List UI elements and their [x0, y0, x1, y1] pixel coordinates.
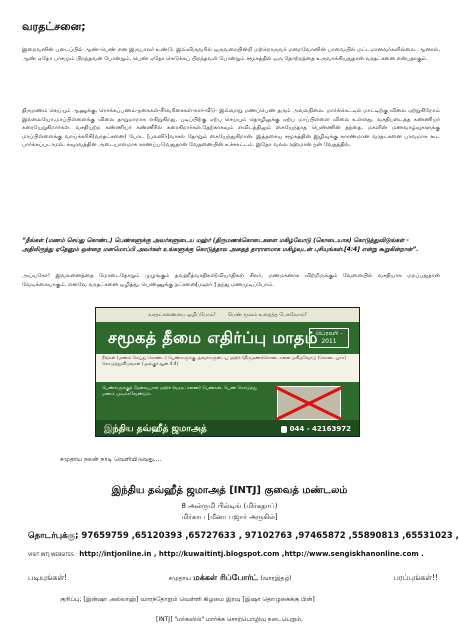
footer-row	[28, 573, 438, 583]
banner-title: சமூகத் தீமை எதிர்ப்பு மாதம்	[108, 328, 318, 347]
paragraph-intro: இறைவனின் படைப்பில் ஆண்-பெண் என இருபாலர் உண்டு. இவ்விருவரில் ஒருவரையின்றி மற்றொருவர் மறைவோனின் பாவையில் மட்டமானவர்களில்லை. ஆனால், ஆண் ஏதோ பாசமும் பிறந்தவன் போன்றும், பெண் ஏதோ கெடுக்கப் பிறந்தவள் போன்றும் சமூகத்தில் ஒரு தோற்றத்தை உருவாக்கியதுதான் வரதட்சனை என்பதாகும்.	[22, 47, 440, 62]
org-address-line1: 8 அல்ருமி பில்டிங் (மிர்கதாப்)	[181, 502, 278, 510]
footer-magazine-name: மக்கள் ரிப்போர்ட்	[193, 573, 259, 582]
banner-phone	[281, 425, 351, 433]
banner-date: பிப்ரவரி - 2011	[309, 328, 349, 348]
footer-magazine-suffix: (வாரஇதழ்)	[260, 575, 292, 582]
phone-icon	[281, 426, 287, 433]
org-title: இந்திய தவ்ஹீத் ஜமாஅத் [INTJ] குவைத் மண்டலம்	[111, 485, 348, 496]
websites-links[interactable]: http://intjonline.in , http://kuwaitintj.blogspot.com ,http://www.sengiskhanonline.com .	[79, 550, 424, 558]
websites-line	[28, 550, 424, 558]
footer-read: படியுங்கள்!	[28, 573, 68, 582]
footer-magazine-prefix: சமுதாய	[168, 575, 191, 582]
websites-label: VISIT INTJ WEBSITES :	[28, 553, 77, 558]
banner-bottom-strip	[96, 420, 359, 437]
page-heading: வரதட்சனை;	[22, 20, 86, 33]
banner-subtext: பெண்களுக்குத் தேவையான மஹ்ர் (வரதட்சணை) பெண்கள், பெண் கொடுத்து மணம் முடிக்கவேண்டும்.	[102, 386, 257, 397]
campaign-banner	[95, 307, 360, 437]
banner-top-left: வரதட்சணையை ஒழிப்போம்!	[148, 312, 216, 318]
note-line2: [INTJ] "மர்கஸில்" மார்க்க சொற்பொழிவு நடைபெறும்,	[156, 616, 303, 623]
banner-top-right: பெண் மூலம் உதைத்த பேசுவோம்!	[227, 312, 307, 318]
banner-org-name: இந்திய தவ்ஹீத் ஜமாஅத்	[104, 423, 207, 434]
crossed-out-image	[277, 386, 341, 420]
note-line1: குறிப்பு; [இன்ஷா அல்லாஹ்] வாரந்தோறும் வெள்ளி கிழமை இரவு [இஷா தொழுகைக்கு பின்]	[60, 596, 315, 603]
banner-top-strip	[96, 308, 359, 322]
banner-verse: நீங்கள் (மணம் செய்து கொண்ட) பெண்களுக்கு அவர்களுடைய மஹ்ர் (திருமணக்கொடைகளை மகிழ்வோடு (கொடையாக) கொடுத்துவிடுங்கள் (அல்குர்ஆன் 4:4)	[96, 354, 359, 382]
footer-magazine	[169, 573, 292, 583]
paragraph-conclusion: அய்யகோ! இவலனைத்தை மோடைதோறும் முழங்கும் தவஹீத்வாதிகள்[வியாதிகள் சிலர், மணமகனாக விற்றிருக்கும் வேளையில் வசதியாக மறப்பதுதான் வேடிக்கையாகும். எனவே வரதட்சனை ஒழித்து, பெண்ணுக்கு நட்சனை[மஹர் ] தந்து மணமுடிப்போம்.	[22, 273, 440, 288]
paragraph-main: திருமணம் செய்யும் ஆணுக்கு, ரொக்கப்பணம்-நகைகள்-சீர்வரிசைகள்-கார்-வீடு- இவ்வாறு மணப்பெண் தரும் அவலநிலை. மார்க்கெட்டில் மாட்டிற்கு விலை ஏற்றுகிறோம் இல்லையோ,மாப்பிள்ளைக்கு விலை தாறுமாறாக எகிறுகிறது. படிப்பிற்கு ஏற்ப செய்யும் தொழிலுக்கு ஏற்ப மாப்பிள்ளை விலை உள்ளது. வசதிபடைத்த கண்ணியர் கரையேறுகிறார்கள். வசதியற்ற கண்ணியர் கண்ணீரில் கரைகிறார்கள்.தேற்காகவும் எவிடத்திலும் கையேந்தாத பெண்ணின் தந்தை, மகளின் மணவாழ்வுகளுக்கு மாப்பிள்ளைக்கு வாய்க்கரிசி(வரதட்சனை) போட [பலனிர்]வாசல் தோறும் கையேந்துகிறான். இத்தகைய சமூகத்தின் இழிவுக்கு காரணமான வரதட்சனை பாவமாக கூட பார்க்கப்படாமல், கவுரவத்தின் அடையாளமாக காணப்படுவதுதான் வேதனையின் உச்சகட்டம். இதோ வல்ல ரஹ்மான் நன் வேதத்தில்,	[22, 108, 440, 148]
issued-by: சமுதாய நலன் நாடி வெளியிடுவது....	[60, 456, 162, 463]
quran-quote: “நீங்கள் (மணம் செய்து கொண்ட) பெண்களுக்கு அவர்களுடைய மஹ்ர் (திருமணக்கொடைகளை மகிழ்வோடு (கொடையாக) கொடுத்துவிடுங்கள் - அதிலிருந்து ஏதேனும் ஒன்றை மனமொப்பி அவர்கள் உங்களுக்கு கொடுத்தால அதைத் தாராளமாக மகிழ்வுடன் புசியுங்கள்.[4:4] என்று கூறுகின்றான்”.	[22, 238, 419, 253]
contact-numbers: தொடர்புக்கு; 97659759 ,65120393 ,65727633 , 97102763 ,97465872 ,55890813 ,65531023 ,	[28, 531, 459, 541]
banner-phone-number: 044 - 42163972	[289, 425, 351, 433]
org-address-line2: மிர்காப [மீனா பஜார் அருகில்]	[181, 513, 278, 521]
footer-share: பரப்புங்கள்!!	[393, 573, 438, 582]
